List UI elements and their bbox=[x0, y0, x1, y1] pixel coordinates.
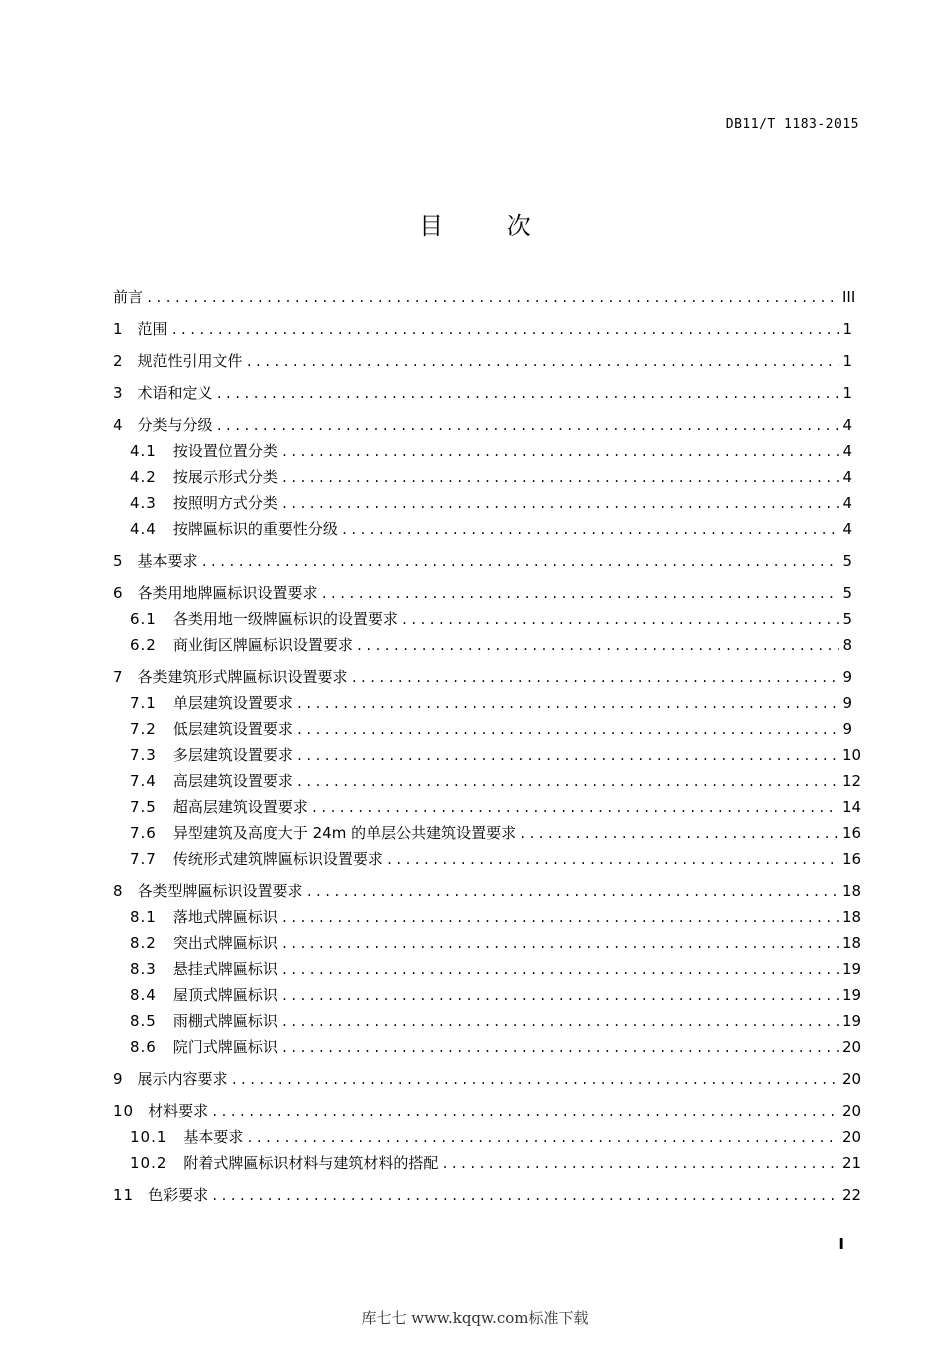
toc-entry-label: 按展示形式分类 bbox=[172, 468, 278, 486]
toc-entry-page: 20 bbox=[842, 1128, 862, 1146]
toc-leader-dots bbox=[281, 442, 839, 462]
toc-entry-label: 各类用地牌匾标识设置要求 bbox=[137, 584, 318, 602]
toc-entry-label: 突出式牌匾标识 bbox=[172, 934, 278, 952]
toc-entry[interactable] bbox=[113, 319, 852, 340]
toc-entry-number: 4.1 bbox=[130, 442, 157, 460]
toc-leader-dots bbox=[341, 520, 839, 540]
toc-entry[interactable] bbox=[113, 1011, 862, 1032]
toc-entry-label: 分类与分级 bbox=[137, 416, 213, 434]
toc-leader-dots bbox=[281, 960, 839, 980]
toc-entry[interactable] bbox=[113, 383, 852, 404]
toc-entry-page: 20 bbox=[842, 1070, 862, 1088]
toc-entry[interactable] bbox=[113, 1101, 862, 1122]
toc-entry-number: 10.2 bbox=[130, 1154, 168, 1172]
toc-entry[interactable] bbox=[113, 609, 852, 630]
toc-entry-label: 基本要求 bbox=[183, 1128, 244, 1146]
toc-entry[interactable] bbox=[113, 467, 852, 488]
toc-entry-label: 术语和定义 bbox=[137, 384, 213, 402]
toc-entry-page: 19 bbox=[842, 986, 862, 1004]
toc-entry[interactable] bbox=[113, 881, 862, 902]
toc-entry-number: 7.5 bbox=[130, 798, 157, 816]
toc-entry-label: 悬挂式牌匾标识 bbox=[172, 960, 278, 978]
toc-entry-label: 各类用地一级牌匾标识的设置要求 bbox=[172, 610, 398, 628]
toc-leader-dots bbox=[281, 908, 839, 928]
toc-entry-number: 7.4 bbox=[130, 772, 157, 790]
toc-entry-page: 20 bbox=[842, 1038, 862, 1056]
toc-entry-number: 7 bbox=[113, 668, 124, 686]
toc-entry-page: 22 bbox=[842, 1186, 862, 1204]
toc-entry-label: 异型建筑及高度大于 24m 的单层公共建筑设置要求 bbox=[172, 824, 517, 842]
toc-entry-page: 20 bbox=[842, 1102, 862, 1120]
toc-leader-dots bbox=[519, 824, 839, 844]
page-title: 目 次 bbox=[419, 212, 559, 240]
toc-entry-page: 19 bbox=[842, 960, 862, 978]
toc-entry-page: 4 bbox=[842, 520, 852, 538]
toc-entry[interactable] bbox=[113, 719, 852, 740]
toc-entry-number: 4 bbox=[113, 416, 124, 434]
toc-entry-number: 5 bbox=[113, 552, 124, 570]
toc-entry-label: 商业街区牌匾标识设置要求 bbox=[172, 636, 353, 654]
toc-entry-number: 7.3 bbox=[130, 746, 157, 764]
toc-entry-label: 单层建筑设置要求 bbox=[172, 694, 293, 712]
toc-entry-number: 4.3 bbox=[130, 494, 157, 512]
toc-entry-page: 4 bbox=[842, 468, 852, 486]
page-number: I bbox=[838, 1235, 844, 1253]
toc-entry[interactable] bbox=[113, 959, 862, 980]
toc-leader-dots bbox=[296, 720, 839, 740]
toc-entry-label: 规范性引用文件 bbox=[137, 352, 243, 370]
toc-leader-dots bbox=[441, 1154, 839, 1174]
toc-entry-page: 10 bbox=[842, 746, 862, 764]
toc-entry-label: 高层建筑设置要求 bbox=[172, 772, 293, 790]
toc-leader-dots bbox=[296, 694, 839, 714]
toc-entry-label: 按设置位置分类 bbox=[172, 442, 278, 460]
toc-leader-dots bbox=[281, 1012, 839, 1032]
document-code: DB11/T 1183-2015 bbox=[725, 117, 859, 132]
toc-entry-label: 前言 bbox=[113, 288, 144, 306]
toc-entry-page: 12 bbox=[842, 772, 862, 790]
toc-entry-number: 8.2 bbox=[130, 934, 157, 952]
toc-leader-dots bbox=[281, 468, 839, 488]
toc-entry[interactable] bbox=[113, 797, 862, 818]
toc-entry-label: 展示内容要求 bbox=[137, 1070, 228, 1088]
toc-entry-number: 3 bbox=[113, 384, 124, 402]
toc-entry-page: 5 bbox=[842, 584, 852, 602]
toc-entry-label: 超高层建筑设置要求 bbox=[172, 798, 308, 816]
toc-entry-number: 8.3 bbox=[130, 960, 157, 978]
toc-entry-page: 18 bbox=[842, 882, 862, 900]
toc-entry-page: 16 bbox=[842, 824, 862, 842]
toc-entry[interactable] bbox=[113, 1153, 862, 1174]
toc-leader-dots bbox=[231, 1070, 839, 1090]
table-of-contents bbox=[113, 287, 862, 1206]
toc-leader-dots bbox=[401, 610, 839, 630]
toc-entry-page: 18 bbox=[842, 908, 862, 926]
toc-leader-dots bbox=[146, 288, 839, 308]
toc-leader-dots bbox=[386, 850, 839, 870]
toc-entry-label: 多层建筑设置要求 bbox=[172, 746, 293, 764]
toc-entry-page: 4 bbox=[842, 494, 852, 512]
toc-entry-label: 传统形式建筑牌匾标识设置要求 bbox=[172, 850, 383, 868]
toc-entry[interactable] bbox=[113, 351, 852, 372]
toc-entry[interactable] bbox=[113, 745, 862, 766]
toc-entry-label: 材料要求 bbox=[148, 1102, 209, 1120]
toc-entry-label: 按牌匾标识的重要性分级 bbox=[172, 520, 338, 538]
toc-entry[interactable] bbox=[113, 493, 852, 514]
toc-entry-label: 各类建筑形式牌匾标识设置要求 bbox=[137, 668, 348, 686]
toc-entry[interactable] bbox=[113, 985, 862, 1006]
toc-entry-label: 附着式牌匾标识材料与建筑材料的搭配 bbox=[183, 1154, 439, 1172]
toc-entry-page: 1 bbox=[842, 352, 852, 370]
toc-entry-number: 4.2 bbox=[130, 468, 157, 486]
toc-leader-dots bbox=[351, 668, 839, 688]
toc-entry[interactable] bbox=[113, 907, 862, 928]
toc-leader-dots bbox=[281, 1038, 839, 1058]
toc-entry[interactable] bbox=[113, 849, 862, 870]
toc-entry-number: 8.1 bbox=[130, 908, 157, 926]
toc-entry[interactable] bbox=[113, 1069, 862, 1090]
toc-leader-dots bbox=[281, 934, 839, 954]
toc-entry-page: 8 bbox=[842, 636, 852, 654]
toc-entry-number: 6.1 bbox=[130, 610, 157, 628]
toc-entry-label: 色彩要求 bbox=[148, 1186, 209, 1204]
toc-entry-page: 4 bbox=[842, 416, 852, 434]
toc-entry[interactable] bbox=[113, 667, 852, 688]
toc-entry-page: 19 bbox=[842, 1012, 862, 1030]
toc-leader-dots bbox=[171, 320, 839, 340]
toc-entry-page: 9 bbox=[842, 694, 852, 712]
toc-entry-number: 6.2 bbox=[130, 636, 157, 654]
toc-entry-page: 9 bbox=[842, 720, 852, 738]
toc-entry-page: 21 bbox=[842, 1154, 862, 1172]
toc-entry-label: 低层建筑设置要求 bbox=[172, 720, 293, 738]
toc-entry-page: 4 bbox=[842, 442, 852, 460]
footer-watermark: 库七七 www.kqqw.com标准下载 bbox=[361, 1309, 589, 1327]
toc-entry[interactable] bbox=[113, 823, 862, 844]
toc-entry-number: 2 bbox=[113, 352, 124, 370]
toc-entry-number: 7.1 bbox=[130, 694, 157, 712]
toc-entry-page: 1 bbox=[842, 384, 852, 402]
toc-entry-number: 8.6 bbox=[130, 1038, 157, 1056]
toc-entry[interactable] bbox=[113, 635, 852, 656]
toc-leader-dots bbox=[216, 416, 839, 436]
toc-entry[interactable] bbox=[113, 415, 852, 436]
toc-entry[interactable] bbox=[113, 441, 852, 462]
toc-leader-dots bbox=[356, 636, 839, 656]
toc-entry-number: 8.5 bbox=[130, 1012, 157, 1030]
toc-leader-dots bbox=[296, 746, 839, 766]
toc-entry-number: 7.7 bbox=[130, 850, 157, 868]
toc-entry[interactable] bbox=[113, 1037, 862, 1058]
toc-entry-label: 院门式牌匾标识 bbox=[172, 1038, 278, 1056]
toc-entry-number: 7.2 bbox=[130, 720, 157, 738]
toc-entry-label: 基本要求 bbox=[137, 552, 198, 570]
toc-entry-number: 8 bbox=[113, 882, 124, 900]
toc-entry-number: 8.4 bbox=[130, 986, 157, 1004]
toc-entry-label: 屋顶式牌匾标识 bbox=[172, 986, 278, 1004]
toc-entry[interactable] bbox=[113, 1127, 862, 1148]
toc-entry-page: 14 bbox=[842, 798, 862, 816]
toc-entry[interactable] bbox=[113, 1185, 862, 1206]
toc-leader-dots bbox=[306, 882, 839, 902]
toc-entry-number: 4.4 bbox=[130, 520, 157, 538]
toc-entry[interactable] bbox=[113, 693, 852, 714]
toc-entry-label: 雨棚式牌匾标识 bbox=[172, 1012, 278, 1030]
toc-entry-number: 11 bbox=[113, 1186, 135, 1204]
toc-entry-number: 10 bbox=[113, 1102, 135, 1120]
toc-entry-label: 各类型牌匾标识设置要求 bbox=[137, 882, 303, 900]
toc-entry-page: 18 bbox=[842, 934, 862, 952]
toc-leader-dots bbox=[281, 986, 839, 1006]
toc-entry-page: III bbox=[842, 288, 856, 306]
toc-leader-dots bbox=[211, 1102, 839, 1122]
toc-entry-label: 落地式牌匾标识 bbox=[172, 908, 278, 926]
toc-leader-dots bbox=[281, 494, 839, 514]
toc-leader-dots bbox=[246, 1128, 839, 1148]
toc-entry[interactable] bbox=[113, 933, 862, 954]
toc-leader-dots bbox=[216, 384, 839, 404]
toc-entry[interactable] bbox=[113, 583, 852, 604]
toc-entry-page: 9 bbox=[842, 668, 852, 686]
toc-leader-dots bbox=[211, 1186, 839, 1206]
toc-entry-number: 7.6 bbox=[130, 824, 157, 842]
toc-leader-dots bbox=[321, 584, 839, 604]
toc-entry[interactable] bbox=[113, 551, 852, 572]
toc-entry-number: 6 bbox=[113, 584, 124, 602]
toc-entry-label: 按照明方式分类 bbox=[172, 494, 278, 512]
toc-entry[interactable] bbox=[113, 519, 852, 540]
toc-entry-page: 16 bbox=[842, 850, 862, 868]
toc-entry-page: 1 bbox=[842, 320, 852, 338]
toc-entry-number: 10.1 bbox=[130, 1128, 168, 1146]
toc-leader-dots bbox=[296, 772, 839, 792]
toc-entry-label: 范围 bbox=[137, 320, 168, 338]
toc-leader-dots bbox=[201, 552, 839, 572]
toc-leader-dots bbox=[311, 798, 839, 818]
toc-leader-dots bbox=[246, 352, 839, 372]
toc-entry-page: 5 bbox=[842, 552, 852, 570]
toc-entry[interactable] bbox=[113, 287, 856, 308]
toc-entry-page: 5 bbox=[842, 610, 852, 628]
toc-entry[interactable] bbox=[113, 771, 862, 792]
toc-entry-number: 9 bbox=[113, 1070, 124, 1088]
toc-entry-number: 1 bbox=[113, 320, 124, 338]
